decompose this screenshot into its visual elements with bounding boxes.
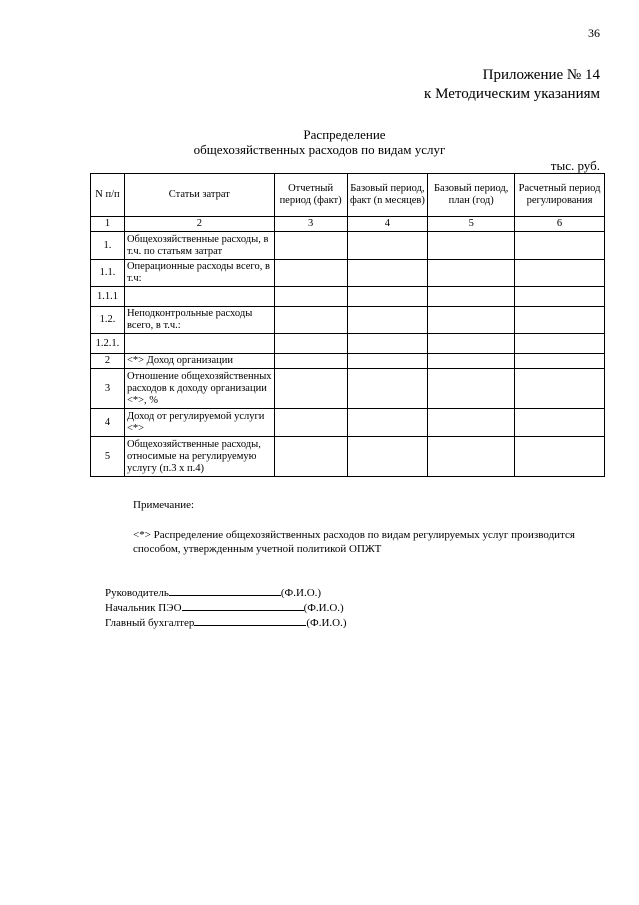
value-cell xyxy=(428,334,515,354)
signature-role: Начальник ПЭО xyxy=(105,602,182,614)
value-cell xyxy=(347,260,428,287)
value-cell xyxy=(428,409,515,437)
value-cell xyxy=(428,369,515,409)
signature-suffix: (Ф.И.О.) xyxy=(306,617,347,629)
row-label xyxy=(124,287,274,307)
value-cell xyxy=(274,307,347,334)
row-number: 1. xyxy=(91,232,125,260)
signature-role: Руководитель xyxy=(105,587,169,599)
value-cell xyxy=(274,354,347,369)
value-cell xyxy=(515,409,605,437)
table-row xyxy=(91,369,605,409)
column-number: 3 xyxy=(274,217,347,232)
row-number: 1.2. xyxy=(91,307,125,334)
signature-line-peo xyxy=(105,600,347,615)
header-cell: Расчетный период регулирования xyxy=(515,174,605,217)
title-line-1: Распределение xyxy=(303,127,386,142)
row-number: 1.1. xyxy=(91,260,125,287)
value-cell xyxy=(515,354,605,369)
table-row xyxy=(91,409,605,437)
value-cell xyxy=(515,287,605,307)
row-label: <*> Доход организации xyxy=(124,354,274,369)
table-row xyxy=(91,437,605,477)
page-number: 36 xyxy=(588,26,600,40)
value-cell xyxy=(515,369,605,409)
header-cell: N п/п xyxy=(91,174,125,217)
value-cell xyxy=(347,369,428,409)
table-row xyxy=(91,232,605,260)
signature-role: Главный бухгалтер xyxy=(105,617,195,629)
value-cell xyxy=(274,260,347,287)
row-label: Доход от регулируемой услуги <*> xyxy=(124,409,274,437)
table-row xyxy=(91,287,605,307)
value-cell xyxy=(428,437,515,477)
value-cell xyxy=(347,334,428,354)
column-number: 1 xyxy=(91,217,125,232)
row-label xyxy=(124,334,274,354)
value-cell xyxy=(347,437,428,477)
title-line-2: общехозяйственных расходов по видам услуг xyxy=(193,142,446,157)
row-number: 1.2.1. xyxy=(91,334,125,354)
header-cell: Статьи затрат xyxy=(124,174,274,217)
appendix-line-2: к Методическим указаниям xyxy=(424,86,600,102)
header-cell: Отчетный период (факт) xyxy=(274,174,347,217)
signature-suffix: (Ф.И.О.) xyxy=(303,602,344,614)
appendix-line-1: Приложение № 14 xyxy=(482,67,600,83)
footnote: <*> Распределение общехозяйственных расходов по видам регулируемых услуг производится способом, утвержденным учетной политикой ОПЖТ xyxy=(133,529,575,555)
value-cell xyxy=(347,232,428,260)
row-number: 3 xyxy=(91,369,125,409)
value-cell xyxy=(274,334,347,354)
row-label: Операционные расходы всего, в т.ч: xyxy=(124,260,274,287)
value-cell xyxy=(428,354,515,369)
row-number: 2 xyxy=(91,354,125,369)
table-row xyxy=(91,260,605,287)
value-cell xyxy=(274,437,347,477)
row-label: Отношение общехозяйственных расходов к доходу организации <*>, % xyxy=(124,369,274,409)
column-number: 4 xyxy=(347,217,428,232)
value-cell xyxy=(274,369,347,409)
value-cell xyxy=(428,260,515,287)
row-number: 5 xyxy=(91,437,125,477)
table-row xyxy=(91,334,605,354)
value-cell xyxy=(347,354,428,369)
table-row xyxy=(91,307,605,334)
value-cell xyxy=(428,307,515,334)
value-cell xyxy=(274,409,347,437)
value-cell xyxy=(515,232,605,260)
signature-blank xyxy=(194,615,306,626)
value-cell xyxy=(347,409,428,437)
row-label: Общехозяйственные расходы, в т.ч. по статьям затрат xyxy=(124,232,274,260)
row-number: 1.1.1 xyxy=(91,287,125,307)
value-cell xyxy=(347,287,428,307)
row-number: 4 xyxy=(91,409,125,437)
signature-suffix: (Ф.И.О.) xyxy=(280,587,322,599)
value-cell xyxy=(274,287,347,307)
column-number: 5 xyxy=(428,217,515,232)
header-cell: Базовый период, факт (n месяцев) xyxy=(347,174,428,217)
value-cell xyxy=(515,260,605,287)
table-row xyxy=(91,354,605,369)
signature-blank xyxy=(182,600,304,611)
note-label: Примечание: xyxy=(133,499,195,511)
signature-line-accountant xyxy=(105,615,347,630)
column-number-row xyxy=(91,217,605,232)
signature-blank xyxy=(169,585,281,596)
unit-label: тыс. руб. xyxy=(550,158,600,173)
value-cell xyxy=(428,287,515,307)
value-cell xyxy=(515,334,605,354)
signature-line-head xyxy=(105,585,347,600)
signature-block xyxy=(105,585,347,630)
value-cell xyxy=(274,232,347,260)
document-title xyxy=(0,127,639,157)
value-cell xyxy=(515,437,605,477)
cost-distribution-table xyxy=(90,173,605,477)
column-number: 2 xyxy=(124,217,274,232)
value-cell xyxy=(347,307,428,334)
value-cell xyxy=(428,232,515,260)
row-label: Общехозяйственные расходы, относимые на регулируемую услугу (п.3 х п.4) xyxy=(124,437,274,477)
row-label: Неподконтрольные расходы всего, в т.ч.: xyxy=(124,307,274,334)
header-cell: Базовый период, план (год) xyxy=(428,174,515,217)
appendix-header xyxy=(424,66,600,104)
column-number: 6 xyxy=(515,217,605,232)
value-cell xyxy=(515,307,605,334)
table-header-row xyxy=(91,174,605,217)
